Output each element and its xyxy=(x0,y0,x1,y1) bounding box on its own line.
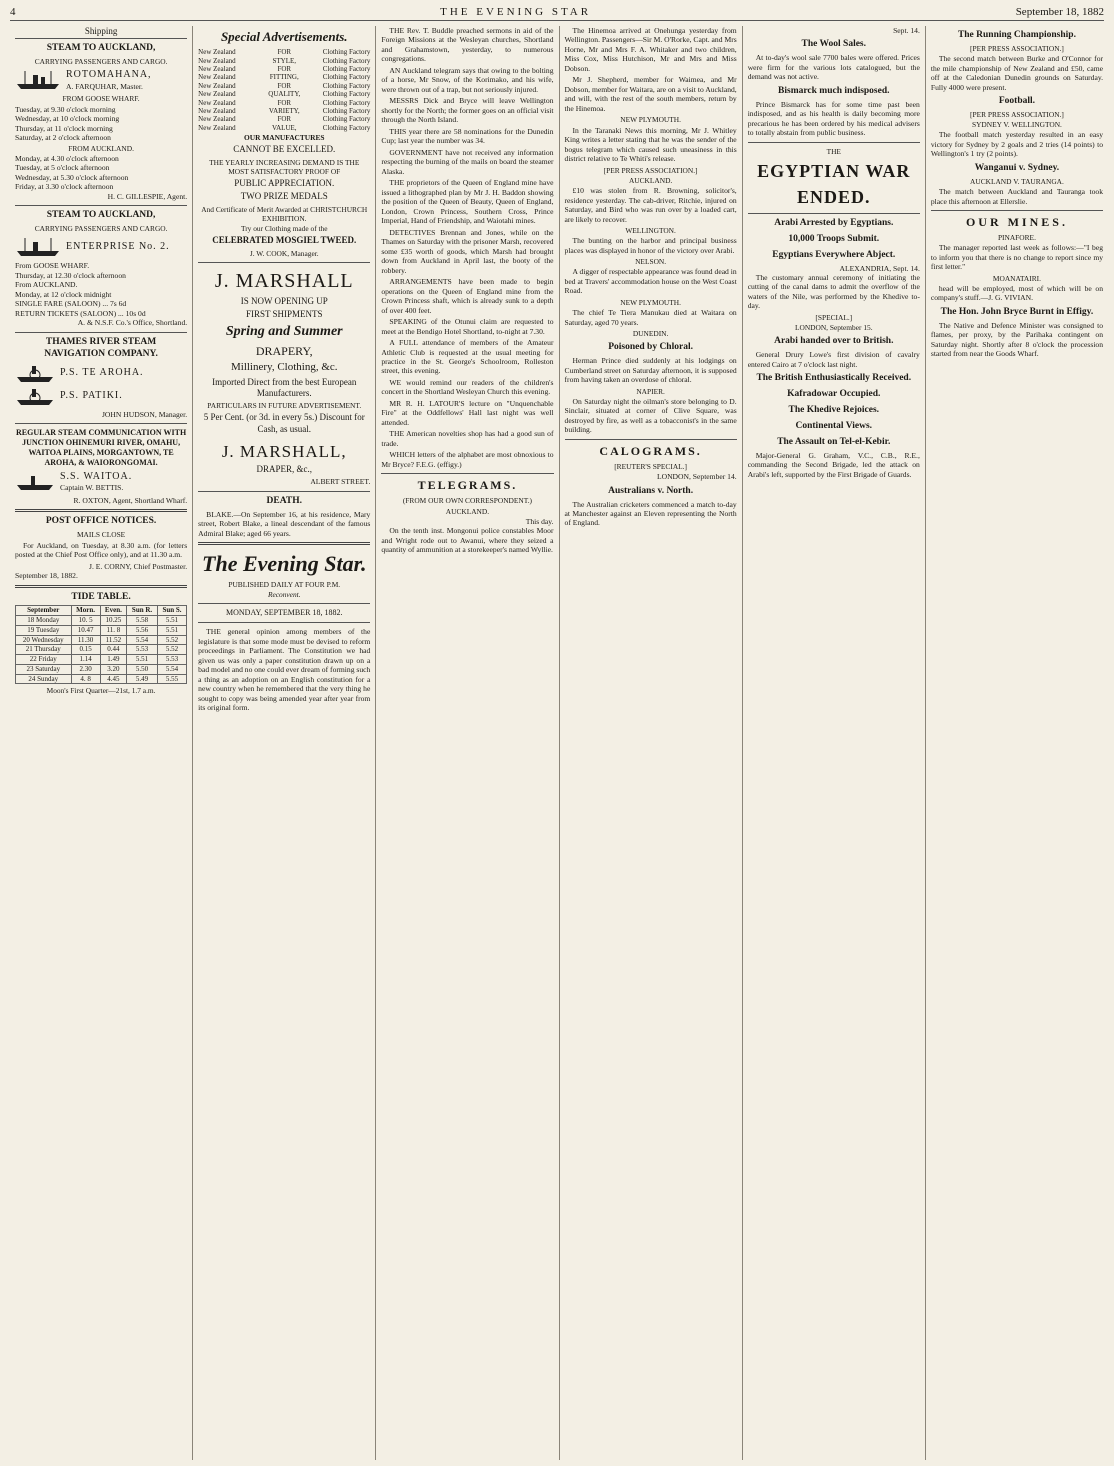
news-paragraph: The match between Auckland and Tauranga took place this afternoon at Ellerslie. xyxy=(930,187,1104,206)
press-assoc: [PER PRESS ASSOCIATION.] xyxy=(970,43,1064,53)
divider xyxy=(198,603,370,604)
press-assoc: [PER PRESS ASSOCIATION.] xyxy=(970,109,1064,119)
clothing-ad-cell: New Zealand xyxy=(198,73,236,82)
ad-times: From GOOSE WHARF. Thursday, at 12.30 o'clock afternoon From AUCKLAND. Monday, at 12 o'clock midnight xyxy=(15,261,126,299)
tide-cell: 5.56 xyxy=(127,625,158,635)
column-advertisements xyxy=(193,26,376,1460)
ad-line: Imported Direct from the best European Manufacturers. xyxy=(212,376,357,398)
dateline-place: NEW PLYMOUTH. xyxy=(620,115,681,125)
ad-times: Monday, at 4.30 o'clock afternoon Tuesday, at 5 o'clock afternoon Wednesday, at 5.30 o'clock afternoon Friday, at 3.30 o'clock afternoon xyxy=(15,153,129,192)
news-paragraph: A digger of respectable appearance was found dead in bed at Travers' accommodation house on the West Coast Road. xyxy=(564,267,737,296)
clothing-ad-cell: QUALITY, xyxy=(268,90,301,99)
news-paragraph: Prince Bismarck has for some time past been indisposed, and as his health is daily becoming more precarious he has been ordered by his medical advisers to totally abstain from public business. xyxy=(747,99,920,138)
news-paragraph: On the tenth inst. Mongonui police constables Moor and Wright rode out to Awanui, where they seized a quantity of ammunition at a storekeeper's named Wyllie. xyxy=(381,526,554,555)
news-paragraph: The manager reported last week as follows:—"I beg to inform you that there is no change to report since my first letter." xyxy=(930,243,1104,272)
column-shipping xyxy=(10,26,193,1460)
reuter-line: [REUTER'S SPECIAL.] xyxy=(614,461,687,471)
clothing-ad-cell: FOR xyxy=(277,48,292,57)
ship-ad xyxy=(15,236,187,258)
tide-cell: 11. 8 xyxy=(100,625,127,635)
tide-cell: 0.44 xyxy=(100,645,127,655)
paper-title: THE EVENING STAR xyxy=(440,6,592,18)
ad-line: CANNOT BE EXCELLED. xyxy=(233,144,336,155)
ad-line: IS NOW OPENING UP xyxy=(240,295,328,306)
clothing-ad-cell: Clothing Factory xyxy=(322,65,371,74)
divider xyxy=(15,332,187,333)
war-subheading: 10,000 Troops Submit. xyxy=(788,233,880,244)
news-paragraph: On Saturday night the oilman's store belonging to D. Sinclair, situated at corner of Clive Square, was destroyed by fire, as well as a tobacconist's in the same building. xyxy=(564,396,737,435)
tide-cell: 5.51 xyxy=(127,655,158,665)
marshall-heading: J. MARSHALL, xyxy=(221,441,347,461)
steamship-icon xyxy=(15,69,61,91)
tide-column-header: Morn. xyxy=(71,606,100,616)
clothing-factory-ad xyxy=(198,48,370,132)
story-heading: Football. xyxy=(998,96,1036,107)
divider xyxy=(15,423,187,424)
ad-line: DRAPER, &c., xyxy=(256,464,313,475)
clothing-ad-cell: New Zealand xyxy=(198,123,236,132)
dateline-place: AUCKLAND. xyxy=(628,175,673,185)
clothing-ad-row xyxy=(198,73,370,81)
tide-cell: 11.30 xyxy=(71,635,100,645)
ad-agent: R. OXTON, Agent, Shortland Wharf. xyxy=(73,495,188,505)
tide-cell: 1.14 xyxy=(71,655,100,665)
ad-times: Tuesday, at 9.30 o'clock morning Wednesday, at 10 o'clock morning Thursday, at 11 o'clock morning Saturday, at 2 o'clock afternoon xyxy=(15,104,120,143)
ship-name: P.S. PATIKI. xyxy=(60,390,123,402)
ship-name: ROTOMAHANA, xyxy=(66,69,152,81)
war-subheading: Egyptians Everywhere Abject. xyxy=(772,249,896,260)
clothing-ad-cell: New Zealand xyxy=(198,48,236,57)
clothing-ad-row xyxy=(198,57,370,65)
ad-line: 5 Per Cent. (or 3d. in every 5s.) Discount for Cash, as usual. xyxy=(203,412,365,434)
tide-cell: 24 Sunday xyxy=(16,674,72,684)
tide-cell: 5.52 xyxy=(157,635,186,645)
ad-line: And Certificate of Merit Awarded at CHRISTCHURCH EXHIBITION. xyxy=(201,204,368,223)
tide-cell: 5.51 xyxy=(157,625,186,635)
ad-line: Try our Clothing made of the xyxy=(240,224,328,234)
dateline-place: NELSON. xyxy=(635,257,667,267)
match-title: AUCKLAND V. TAURANGA. xyxy=(970,176,1064,186)
news-paragraph: Mr J. Shepherd, member for Waimea, and Mr Dobson, member for Waitara, are on a visit to Auckland, and will, with the rest of the south members, return by the Hinemoa. xyxy=(564,75,737,113)
tide-cell: 5.58 xyxy=(127,616,158,626)
story-heading: The Wool Sales. xyxy=(801,39,867,50)
tide-cell: 4.45 xyxy=(100,674,127,684)
ship-ad xyxy=(15,69,187,91)
story-heading: The Running Championship. xyxy=(957,30,1076,40)
dateline-date: LONDON, September 14. xyxy=(656,472,737,482)
match-title: SYDNEY V. WELLINGTON. xyxy=(971,120,1062,130)
divider xyxy=(931,210,1103,211)
story-heading: Kafradowar Occupied. xyxy=(787,389,881,400)
clothing-ad-cell: Clothing Factory xyxy=(322,115,371,124)
post-office-sign: J. E. CORNY, Chief Postmaster. xyxy=(89,561,188,571)
divider xyxy=(198,262,370,263)
tide-table xyxy=(15,605,187,684)
news-paragraph: THIS year there are 58 nominations for the Dunedin Cup; last year the number was 34. xyxy=(381,126,554,146)
divider xyxy=(198,622,370,623)
section-title: Special Advertisements. xyxy=(220,29,348,44)
divider xyxy=(198,491,370,492)
tide-column-header: Sun R. xyxy=(127,606,158,616)
tide-cell: 5.53 xyxy=(127,645,158,655)
post-office-heading: POST OFFICE NOTICES. xyxy=(45,516,157,527)
ad-line: Millinery, Clothing, &c. xyxy=(230,360,338,373)
tide-cell: 10.25 xyxy=(100,616,127,626)
newspaper-nameplate: The Evening Star. xyxy=(202,551,367,577)
dateline-date: ALEXANDRIA, Sept. 14. xyxy=(839,263,920,273)
leader-article: THE general opinion among members of the legislature is that some mode must be devised to reform proceedings in Parliament. The Constitution we had given us was only a paper constitution drawn up on a bad model and no one could ever dream of forming such a thing as an adoption on an English constitution for a new country when he remembered that the very thing he sought to copy was being amended year after year from its original form. xyxy=(198,627,371,713)
clothing-ad-row xyxy=(198,48,370,56)
column-local-news xyxy=(376,26,559,1460)
dateline-place: NEW PLYMOUTH. xyxy=(620,297,681,307)
clothing-ad-row xyxy=(198,82,370,90)
divider xyxy=(198,542,370,545)
columns xyxy=(10,26,1108,1460)
divider xyxy=(565,439,737,440)
news-paragraph: THE American novelties shop has had a good sun of trade. xyxy=(381,429,554,448)
clothing-ad-cell: FOR xyxy=(277,115,292,124)
tide-row xyxy=(16,674,187,684)
ad-heading: STEAM TO AUCKLAND, xyxy=(46,43,156,54)
dateline-place: NAPIER. xyxy=(636,386,665,396)
tide-cell: 18 Monday xyxy=(16,616,72,626)
tide-cell: 5.49 xyxy=(127,674,158,684)
news-paragraph: head will be employed, most of which will be on company's stuff.—J. G. VIVIAN. xyxy=(930,283,1104,303)
tide-row xyxy=(16,645,187,655)
ship-ad xyxy=(15,471,187,493)
tide-cell: 20 Wednesday xyxy=(16,635,72,645)
ad-line: PUBLIC APPRECIATION. xyxy=(234,178,335,189)
news-paragraph: The Hinemoa arrived at Onehunga yesterday from Wellington. Passengers—Sir M. O'Rorke, Capt. and Mrs Horne, Mr and Mrs F. A. Whitaker and two children, Miss Cox, Miss Hutchison, Mr and Mrs and Miss Dobson. xyxy=(564,26,737,73)
tide-cell: 5.50 xyxy=(127,664,158,674)
story-heading: The British Enthusiastically Received. xyxy=(756,373,912,384)
tide-cell: 11.52 xyxy=(100,635,127,645)
news-paragraph: AN Auckland telegram says that owing to the bolting of a horse, Mr Snow, of the Korimako, and his wife, were thrown out of a trap, but not seriously injured. xyxy=(381,65,554,94)
steamship-icon xyxy=(15,472,55,492)
ship-name: ENTERPRISE No. 2. xyxy=(66,241,170,253)
news-paragraph: DETECTIVES Brennan and Jones, while on the Thames on Saturday with the prisoner Marsh, recovered some £35 worth of goods, which Marsh had brought down from Auckland in April last, the booty of the robbery. xyxy=(381,227,554,275)
ad-agent: H. C. GILLESPIE, Agent. xyxy=(107,191,188,201)
clothing-ad-cell: Clothing Factory xyxy=(322,73,371,82)
marshall-heading: J. MARSHALL xyxy=(214,269,354,292)
ad-heading: STEAM TO AUCKLAND, xyxy=(46,210,156,221)
clothing-ad-cell: New Zealand xyxy=(198,90,236,99)
paddle-steamer-icon xyxy=(15,387,55,407)
ad-line: THE YEARLY INCREASING DEMAND IS THE MOST SATISFACTORY PROOF OF xyxy=(209,157,360,176)
clothing-ad-row xyxy=(198,99,370,107)
paddle-steamer-icon xyxy=(15,364,55,384)
news-paragraph: The chief Te Tiera Manukau died at Waitara on Saturday, aged 70 years. xyxy=(564,308,737,327)
ad-line: ALBERT STREET. xyxy=(310,477,371,487)
dateline-place: AUCKLAND. xyxy=(445,506,490,516)
clothing-ad-row xyxy=(198,115,370,123)
post-office-sub: MAILS CLOSE xyxy=(76,530,126,540)
ad-line: OUR MANUFACTURES xyxy=(243,133,325,143)
clothing-ad-cell: FITTING, xyxy=(269,73,299,82)
news-paragraph: WHICH letters of the alphabet are most obnoxious to Mr Bryce? F.E.G. (effigy.) xyxy=(381,450,554,469)
clothing-ad-cell: STYLE, xyxy=(272,56,297,65)
tide-cell: 22 Friday xyxy=(16,655,72,665)
story-heading: Bismarck much indisposed. xyxy=(778,85,890,96)
tide-cell: 5.51 xyxy=(157,616,186,626)
ad-from: FROM GOOSE WHARF. xyxy=(62,94,140,104)
clothing-ad-cell: VALUE, xyxy=(271,123,297,132)
news-paragraph: ARRANGEMENTS have been made to begin operations on the Queen of England mine from the Crown Princess shaft, which is already sunk to a depth of over 400 feet. xyxy=(381,277,554,315)
tide-cell: 19 Tuesday xyxy=(16,625,72,635)
tide-column-header: September xyxy=(16,606,72,616)
tide-cell: 5.52 xyxy=(157,645,186,655)
clothing-ad-row xyxy=(198,90,370,98)
war-headline: EGYPTIAN WAR xyxy=(757,160,911,181)
calograms-heading: CALOGRAMS. xyxy=(599,443,702,458)
story-heading: The Khedive Rejoices. xyxy=(788,405,880,416)
news-paragraph: The Native and Defence Minister was consigned to flames, per proxy, by the Parihaka contingent on Saturday night. Shortly after 8 o'clock the procession started from near the Goods Wharf. xyxy=(930,320,1104,359)
news-paragraph: MESSRS Dick and Bryce will leave Wellington shortly for the North; the former goes on an official visit through the North Island. xyxy=(381,96,554,125)
issue-date: September 18, 1882 xyxy=(1015,6,1104,18)
dateline: MONDAY, SEPTEMBER 18, 1882. xyxy=(226,608,343,618)
divider xyxy=(381,473,553,474)
steamship-icon xyxy=(15,236,61,258)
story-heading: Arabi handed over to British. xyxy=(774,336,894,347)
clothing-ad-cell: Clothing Factory xyxy=(322,56,371,65)
tide-row xyxy=(16,635,187,645)
war-subheading: Arabi Arrested by Egyptians. xyxy=(774,217,894,228)
tide-row xyxy=(16,625,187,635)
war-the: THE xyxy=(826,146,841,156)
ad-agent: A. & N.S.F. Co.'s Office, Shortland. xyxy=(77,318,188,328)
ad-fares: SINGLE FARE (SALOON) ... 7s 6d RETURN TICKETS (SALOON) ... 10s 0d xyxy=(15,299,146,318)
column-sport-mines xyxy=(926,26,1108,1460)
divider xyxy=(15,509,187,512)
ad-line: Spring and Summer xyxy=(225,324,343,340)
mine-name: PINAFORE. xyxy=(997,232,1036,242)
divider xyxy=(15,585,187,588)
news-paragraph: Major-General G. Graham, V.C., C.B., R.E., commanding the Second Brigade, led the attack on Arabi's left, supported by the First Brigade of Guards. xyxy=(747,450,920,479)
divider xyxy=(748,213,920,214)
ship-name: S.S. WAITOA. xyxy=(60,470,133,482)
dateline-time: This day. xyxy=(525,516,554,526)
post-office-text: For Auckland, on Tuesday, at 8.30 a.m. (for letters posted at the Chief Post Office only), and at 11.30 a.m. xyxy=(15,540,188,560)
clothing-ad-cell: Clothing Factory xyxy=(322,81,371,90)
ad-heading: REGULAR STEAM COMMUNICATION WITH JUNCTION OHINEMURI RIVER, OMAHU, WAITOA PLAINS, MORGANTOWN, TE AROHA, & WAIORONGOMAI. xyxy=(16,427,187,467)
news-paragraph: SPEAKING of the Otunui claim are requested to meet at the Bendigo Hotel Shortland, to-night at 7.30. xyxy=(381,317,554,336)
ad-from: FROM AUCKLAND. xyxy=(68,143,134,153)
story-heading: Wanganui v. Sydney. xyxy=(974,162,1060,173)
dateline-date: Sept. 14. xyxy=(893,26,920,35)
news-paragraph: The football match yesterday resulted in an easy victory for Sydney by 2 goals and 2 tries (14 points) to Wellington's 1 try (2 points). xyxy=(930,130,1104,159)
clothing-ad-cell: Clothing Factory xyxy=(322,98,371,107)
ad-line: CELEBRATED MOSGIEL TWEED. xyxy=(212,235,357,246)
news-paragraph: General Drury Lowe's first division of cavalry entered Cairo at 7 o'clock last night. xyxy=(747,350,920,369)
news-paragraph: WE would remind our readers of the children's concert in the Shortland Wesleyan Church this evening. xyxy=(381,377,554,397)
clothing-ad-cell: Clothing Factory xyxy=(322,48,371,57)
divider xyxy=(15,205,187,206)
tide-cell: 5.55 xyxy=(157,674,186,684)
tide-column-header: Sun S. xyxy=(157,606,186,616)
clothing-ad-cell: FOR xyxy=(277,81,292,90)
ad-line: DRAPERY, xyxy=(255,343,313,358)
masthead xyxy=(10,4,1104,21)
clothing-ad-cell: FOR xyxy=(277,98,292,107)
tide-row xyxy=(16,616,187,626)
clothing-ad-cell: New Zealand xyxy=(198,115,236,124)
news-paragraph: THE proprietors of the Queen of England mine have issued a lithographed plan by Mr J. H. Baddon showing the position of the Queen of Beauty, Queen of England, London, Crown Princess, Southern Cross, Prince Imperial, Hand of Friendship, and Waiotahi mines. xyxy=(381,178,554,226)
death-notice: BLAKE.—On September 16, at his residence, Mary street, Robert Blake, a lineal descendant of the famous Admiral Blake; aged 66 years. xyxy=(198,509,371,538)
story-heading: The Hon. John Bryce Burnt in Effigy. xyxy=(940,306,1094,317)
tide-cell: 3.20 xyxy=(100,664,127,674)
clothing-ad-cell: VARIETY, xyxy=(268,106,300,115)
war-headline-ended: ENDED. xyxy=(797,187,871,208)
dateline-place: DUNEDIN. xyxy=(632,329,669,339)
news-paragraph: The second match between Burke and O'Connor for the mile championship of New Zealand and £50, came off at the Caledonian Dunedin grounds on Saturday. Fully 4000 were present. xyxy=(930,54,1104,92)
clothing-ad-row xyxy=(198,107,370,115)
ad-line: PARTICULARS IN FUTURE ADVERTISEMENT. xyxy=(207,401,362,411)
clothing-ad-cell: Clothing Factory xyxy=(322,123,371,132)
news-paragraph: The Australian cricketers commenced a match to-day at Manchester against an Eleven representing the North of England. xyxy=(564,499,737,528)
news-paragraph: At to-day's wool sale 7700 bales were offered. Prices were firm for the various lots catalogued, but the demand was not active. xyxy=(747,53,920,82)
ship-master: Captain W. BETTIS. xyxy=(60,483,124,493)
tide-row xyxy=(16,664,187,674)
post-office-date: September 18, 1882. xyxy=(15,571,78,581)
clothing-ad-cell: New Zealand xyxy=(198,56,236,65)
news-paragraph: The bunting on the harbor and principal business places was displayed in honor of the victory over Arabi. xyxy=(564,236,737,255)
death-heading: DEATH. xyxy=(266,495,302,506)
news-paragraph: MR R. H. LATOUR'S lecture on "Unquenchable Fire" at the Oddfellows' Hall last night was well attended. xyxy=(381,398,554,427)
clothing-ad-cell: New Zealand xyxy=(198,98,236,107)
telegrams-sub: (FROM OUR OWN CORRESPONDENT.) xyxy=(402,496,533,506)
news-paragraph: THE Rev. T. Buddle preached sermons in aid of the Foreign Missions at the Wesleyan churches, Shortland and Grahamstown, yesterday, to numerous congregations. xyxy=(381,26,554,64)
ad-heading: THAMES RIVER STEAM NAVIGATION COMPANY. xyxy=(44,336,158,359)
ad-subheading: CARRYING PASSENGERS AND CARGO. xyxy=(34,57,168,67)
published-line: PUBLISHED DAILY AT FOUR P.M. xyxy=(228,579,341,589)
news-paragraph: GOVERNMENT have not received any information respecting the burning of the mails on board the steamer Alaska. xyxy=(381,147,554,176)
ad-subheading: CARRYING PASSENGERS AND CARGO. xyxy=(34,224,168,234)
tide-cell: 5.54 xyxy=(127,635,158,645)
clothing-ad-row xyxy=(198,65,370,73)
ship-name: P.S. TE AROHA. xyxy=(60,367,144,379)
tide-table-heading: TIDE TABLE. xyxy=(71,591,131,602)
clothing-ad-cell: FOR xyxy=(277,65,292,74)
story-heading: The Assault on Tel-el-Kebir. xyxy=(777,436,891,447)
tide-cell: 4. 8 xyxy=(71,674,100,684)
ad-line: TWO PRIZE MEDALS xyxy=(240,191,328,202)
clothing-ad-cell: Clothing Factory xyxy=(322,106,371,115)
story-heading: Australians v. North. xyxy=(608,485,694,496)
tide-cell: 5.54 xyxy=(157,664,186,674)
motto: Reconvent. xyxy=(267,589,301,599)
ship-master: A. FARQUHAR, Master. xyxy=(66,81,143,91)
story-heading: Poisoned by Chloral. xyxy=(608,342,693,353)
tide-cell: 10. 5 xyxy=(71,616,100,626)
tide-cell: 1.49 xyxy=(100,655,127,665)
section-title: Shipping xyxy=(15,26,187,39)
news-paragraph: £10 was stolen from R. Browning, solicitor's, residence yesterday. The cab-driver, Ritchie, injured on Saturday, and Bird who was run over by a loaded cart, are likely to recover. xyxy=(564,186,737,224)
moon-phase: Moon's First Quarter—21st, 1.7 a.m. xyxy=(46,686,156,696)
tide-cell: 5.53 xyxy=(157,655,186,665)
column-egyptian-war xyxy=(743,26,926,1460)
mine-name: MOANATAIRI. xyxy=(992,273,1041,283)
news-paragraph: A FULL attendance of members of the Amateur Athletic Club is requested at the usual meeting for practice in the St. George's Schoolroom, Rolleston street, this evening. xyxy=(381,338,554,376)
tide-cell: 21 Thursday xyxy=(16,645,72,655)
tide-column-header: Even. xyxy=(100,606,127,616)
news-paragraph: Herman Prince died suddenly at his lodgings on Cumberland street on Saturday afternoon, it is supposed from having taken an overdose of chloral. xyxy=(564,356,737,385)
ad-line: J. W. COOK, Manager. xyxy=(249,248,319,258)
news-paragraph: In the Taranaki News this morning, Mr J. Whitley King writes a letter stating that he was the sender of the bogus telegram which caused such uneasiness in this district relative to Te Whiti's release. xyxy=(564,125,737,164)
column-telegrams xyxy=(560,26,743,1460)
ad-line: FIRST SHIPMENTS xyxy=(245,309,323,320)
tide-cell: 10.47 xyxy=(71,625,100,635)
divider xyxy=(748,142,920,143)
tide-cell: 23 Saturday xyxy=(16,664,72,674)
clothing-ad-cell: New Zealand xyxy=(198,106,236,115)
special-tag: [SPECIAL.] xyxy=(815,312,853,322)
news-paragraph: The customary annual ceremony of initiating the cutting of the canal dams to admit the overflow of the waters of the Nile, was performed by the Khedive to-day. xyxy=(747,272,920,311)
mines-heading: OUR MINES. xyxy=(965,214,1068,229)
story-heading: Continental Views. xyxy=(795,420,873,431)
ad-agent: JOHN HUDSON, Manager. xyxy=(101,409,188,419)
page-marker: 4 xyxy=(10,6,16,18)
clothing-ad-row xyxy=(198,124,370,132)
ship-ad xyxy=(15,387,187,407)
tide-cell: 0.15 xyxy=(71,645,100,655)
dateline-date: LONDON, September 15. xyxy=(794,323,873,333)
tide-row xyxy=(16,655,187,665)
dateline-place: WELLINGTON. xyxy=(625,225,676,235)
press-assoc: [PER PRESS ASSOCIATION.] xyxy=(603,165,698,175)
ship-ad xyxy=(15,364,187,384)
clothing-ad-cell: Clothing Factory xyxy=(322,90,371,99)
tide-cell: 2.30 xyxy=(71,664,100,674)
telegrams-heading: TELEGRAMS. xyxy=(417,478,518,493)
clothing-ad-cell: New Zealand xyxy=(198,65,236,74)
clothing-ad-cell: New Zealand xyxy=(198,81,236,90)
